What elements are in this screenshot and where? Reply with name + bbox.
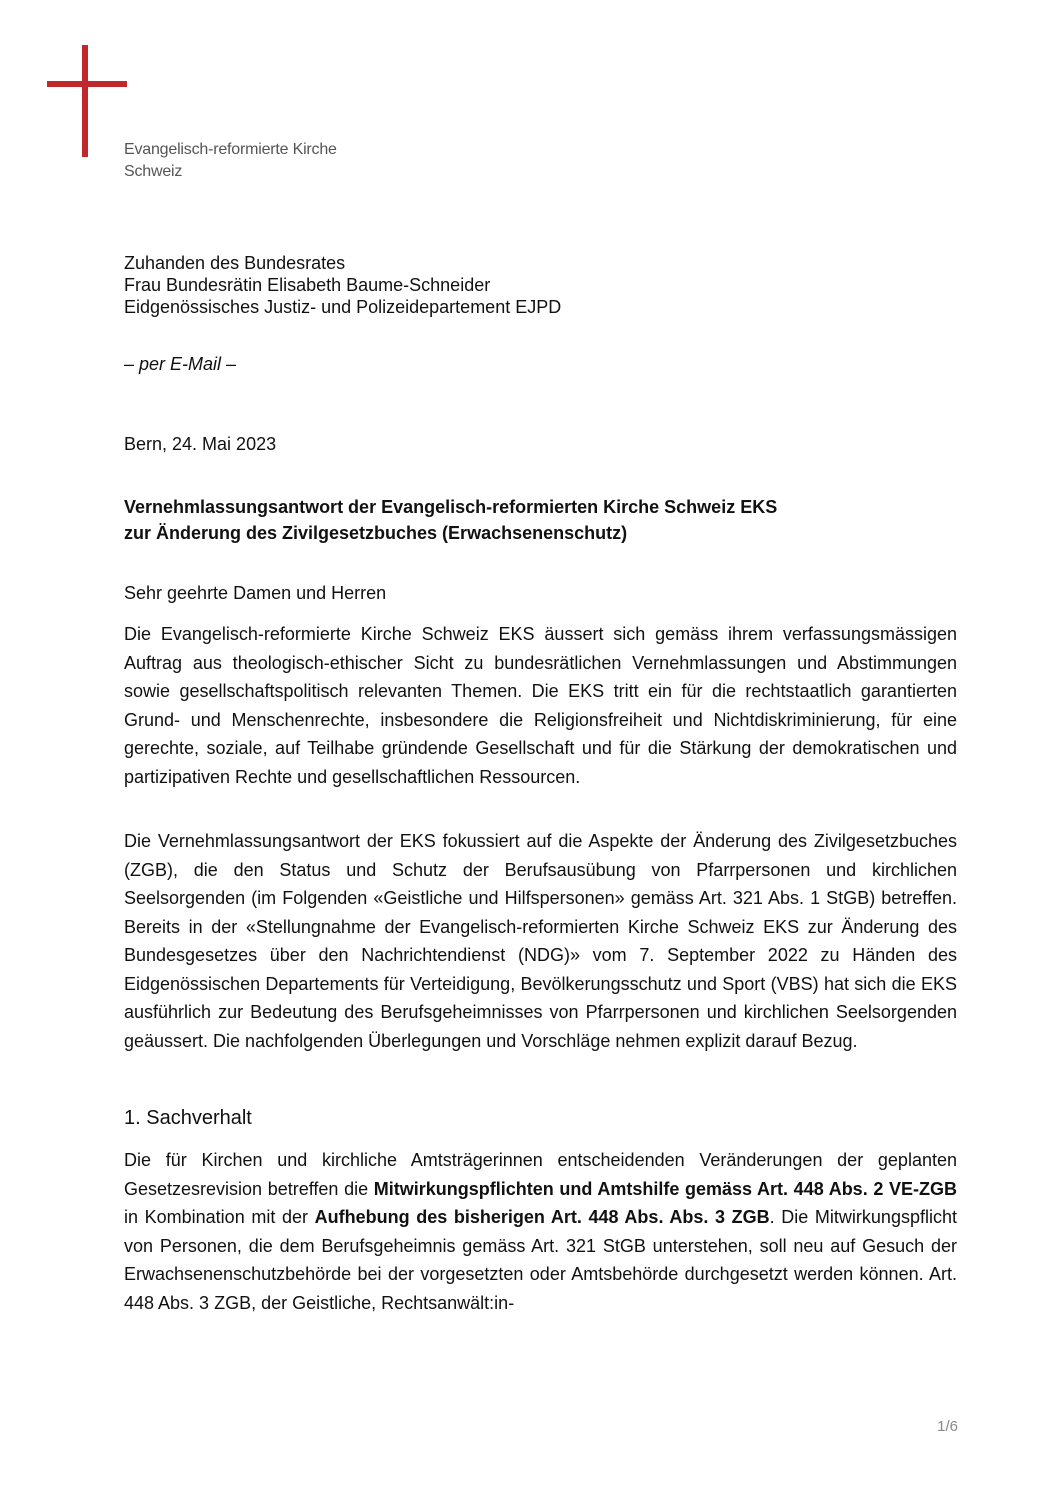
sachverhalt-text-end: . Die Mitwirkungspflicht von Personen, die dem Berufsgeheimnis gemäss Art. 321 StGB unterstehen, soll neu auf Gesuch der Erwachsenenschutzbehörde bei der vorgesetzten oder Amtsbehörde durchgesetzt werden können. Art. 448 Abs. 3 ZGB, der Geistliche, Rechtsanwält:in- (124, 1207, 957, 1313)
logo-cross-vertical (82, 45, 88, 157)
organization-name (124, 139, 337, 183)
sachverhalt-bold-2: Aufhebung des bisherigen Art. 448 Abs. Abs. 3 ZGB (314, 1207, 770, 1227)
recipient-line2: Frau Bundesrätin Elisabeth Baume-Schneider (124, 275, 491, 295)
subject-heading (124, 494, 944, 546)
place-date: Bern, 24. Mai 2023 (124, 434, 277, 454)
organization-name-line2: Schweiz (124, 163, 183, 180)
logo-cross-horizontal (47, 81, 127, 87)
organization-name-line1: Evangelisch-reformierte Kirche (124, 141, 337, 158)
sachverhalt-paragraph (124, 1146, 957, 1317)
subject-line2: zur Änderung des Zivilgesetzbuches (Erwachsenenschutz) (124, 523, 628, 543)
salutation: Sehr geehrte Damen und Herren (124, 583, 387, 603)
delivery-method: – per E-Mail – (124, 354, 237, 374)
recipient-line3: Eidgenössisches Justiz- und Polizeidepartement EJPD (124, 297, 562, 317)
focus-paragraph: Die Vernehmlassungsantwort der EKS fokussiert auf die Aspekte der Änderung des Zivilgesetzbuches (ZGB), die den Status und Schutz der Berufsausübung von Pfarrpersonen und kirchlichen Seelsorgenden (im Folgenden «Geistliche und Hilfspersonen» gemäss Art. 321 Abs. 1 StGB) betreffen. Bereits in der «Stellungnahme der Evangelisch-reformierten Kirche Schweiz EKS zur Änderung des Bundesgesetzes über den Nachrichtendienst (NDG)» vom 7. September 2022 zu Händen des Eidgenössischen Departements für Verteidigung, Bevölkerungsschutz und Sport (VBS) hat sich die EKS ausführlich zur Bedeutung des Berufsgeheimnisses von Pfarrpersonen und kirchlichen Seelsorgenden geäussert. Die nachfolgenden Überlegungen und Vorschläge nehmen explizit darauf Bezug. (124, 831, 957, 1051)
recipient-address (124, 252, 561, 318)
recipient-line1: Zuhanden des Bundesrates (124, 253, 346, 273)
page-number: 1/6 (937, 1418, 958, 1435)
sachverhalt-text-start: Die für Kirchen und kirchliche Amtsträgerinnen entscheidenden Veränderungen der geplanten Gesetzesrevision betreffen die (124, 1150, 957, 1199)
section-heading-sachverhalt: 1. Sachverhalt (124, 1107, 252, 1129)
subject-line1: Vernehmlassungsantwort der Evangelisch-reformierten Kirche Schweiz EKS (124, 497, 778, 517)
intro-paragraph: Die Evangelisch-reformierte Kirche Schweiz EKS äussert sich gemäss ihrem verfassungsmässigen Auftrag aus theologisch-ethischer Sicht zu bundesrätlichen Vernehmlassungen und Abstimmungen sowie gesellschaftspolitisch relevanten Themen. Die EKS tritt ein für die rechtstaatlich garantierten Grund- und Menschenrechte, insbesondere die Religionsfreiheit und Nichtdiskriminierung, für eine gerechte, soziale, auf Teilhabe gründende Gesellschaft und für die Stärkung der demokratischen und partizipativen Rechte und gesellschaftlichen Ressourcen. (124, 624, 957, 787)
sachverhalt-bold-1: Mitwirkungspflichten und Amtshilfe gemäss Art. 448 Abs. 2 VE-ZGB (373, 1178, 958, 1199)
sachverhalt-text-mid: in Kombination mit der (124, 1207, 315, 1227)
